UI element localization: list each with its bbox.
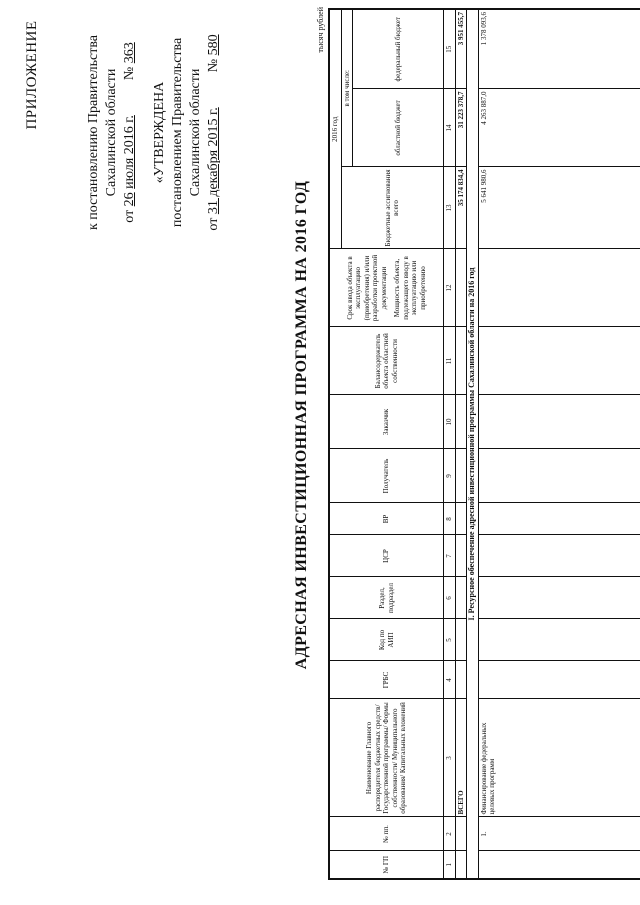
- column-number: 6: [444, 577, 456, 619]
- column-number: 12: [444, 249, 456, 327]
- header-cell: Бюджетные ассигнования всего: [341, 167, 444, 249]
- appendix-title: ПРИЛОЖЕНИЕ: [24, 20, 40, 130]
- column-number: 1: [444, 851, 456, 879]
- column-number: 15: [444, 9, 456, 89]
- appendix-line1: к постановлению Правительства: [86, 34, 101, 231]
- total-regional: 31 223 378,7: [455, 89, 467, 167]
- row-all: 5 641 980,6: [478, 167, 640, 249]
- table-row-total: [455, 9, 467, 879]
- total-federal: 3 951 455,7: [455, 9, 467, 89]
- appendix-day: 26: [122, 192, 137, 207]
- appendix-number: 363: [122, 42, 137, 64]
- appendix-line2: Сахалинской области: [104, 68, 119, 197]
- approved-from-label: от: [206, 217, 221, 231]
- approved-number: 580: [206, 34, 221, 56]
- total-label: ВСЕГО: [455, 699, 467, 817]
- appendix-block: [24, 0, 41, 150]
- header-year-group: 2016 год: [329, 9, 341, 249]
- approved-title: «УТВЕРЖДЕНА: [152, 81, 167, 184]
- column-number: 3: [444, 699, 456, 817]
- approval-block: [85, 5, 223, 260]
- column-number: 4: [444, 661, 456, 699]
- header-cell: ЦСР: [329, 535, 444, 577]
- header-cell: Раздел, подраздел: [329, 577, 444, 619]
- column-number: 5: [444, 619, 456, 661]
- table-row-section: [467, 9, 479, 879]
- header-capacity: Мощность объекта, подлежащего вводу в эксплуатацию или приобретению: [393, 256, 427, 320]
- header-including: в том числе:: [341, 9, 353, 167]
- column-number: 13: [444, 167, 456, 249]
- column-number: 7: [444, 535, 456, 577]
- header-cell: № ГП: [329, 851, 444, 879]
- approved-no-label: №: [206, 58, 221, 73]
- header-cell: ГРБС: [329, 661, 444, 699]
- column-number: 11: [444, 327, 456, 395]
- header-cell: [329, 249, 444, 327]
- document-title: АДРЕСНАЯ ИНВЕСТИЦИОННАЯ ПРОГРАММА НА 2016 ГОД: [293, 180, 310, 670]
- unit-label: тысяч рублей: [316, 7, 325, 53]
- appendix-month-year: июля 2016 г.: [122, 115, 137, 189]
- approved-date: 31 декабря 2015 г.: [206, 107, 221, 215]
- column-number: 14: [444, 89, 456, 167]
- header-cell: Получатель: [329, 449, 444, 503]
- column-number: 2: [444, 817, 456, 851]
- section-heading: I. Ресурсное обеспечение адресной инвестиционной программы Сахалинской области на 2016 год: [467, 9, 479, 879]
- header-cell: ВР: [329, 503, 444, 535]
- row-federal: 1 378 093,6: [478, 9, 640, 89]
- header-cell: Балансодержатель объекта областной собственности: [329, 327, 444, 395]
- approved-line1: постановлением Правительства: [170, 37, 185, 228]
- header-cell: федеральный бюджет: [353, 9, 444, 89]
- approved-line2: Сахалинской области: [188, 68, 203, 197]
- row-number: 1.: [478, 817, 640, 851]
- column-number: 9: [444, 449, 456, 503]
- column-number-row: [444, 9, 456, 879]
- column-number: 8: [444, 503, 456, 535]
- approved-date-line: [205, 5, 223, 260]
- header-term: Срок ввода объекта в эксплуатацию (приобретения) и/или разработки проектной документации: [345, 254, 388, 322]
- row-name: Финансирование федеральных целевых программ: [478, 699, 640, 817]
- column-number: 10: [444, 395, 456, 449]
- header-cell: областной бюджет: [353, 89, 444, 167]
- table-header-row: [329, 9, 341, 879]
- appendix-from-label: от: [122, 209, 137, 223]
- total-all: 35 174 834,4: [455, 167, 467, 249]
- row-regional: 4 263 887,0: [478, 89, 640, 167]
- appendix-no-label: №: [122, 66, 137, 81]
- investment-table: [328, 8, 640, 880]
- header-cell: Заказчик: [329, 395, 444, 449]
- header-cell: Код по АИП: [329, 619, 444, 661]
- table-row: [478, 9, 640, 879]
- header-cell: № пп.: [329, 817, 444, 851]
- header-cell: Наименование Главного распорядителя бюджетных средств/ Государственной программы/ Формы собственности/ Муниципального образования/ Капитальных вложений: [329, 699, 444, 817]
- appendix-date-line: [121, 5, 139, 260]
